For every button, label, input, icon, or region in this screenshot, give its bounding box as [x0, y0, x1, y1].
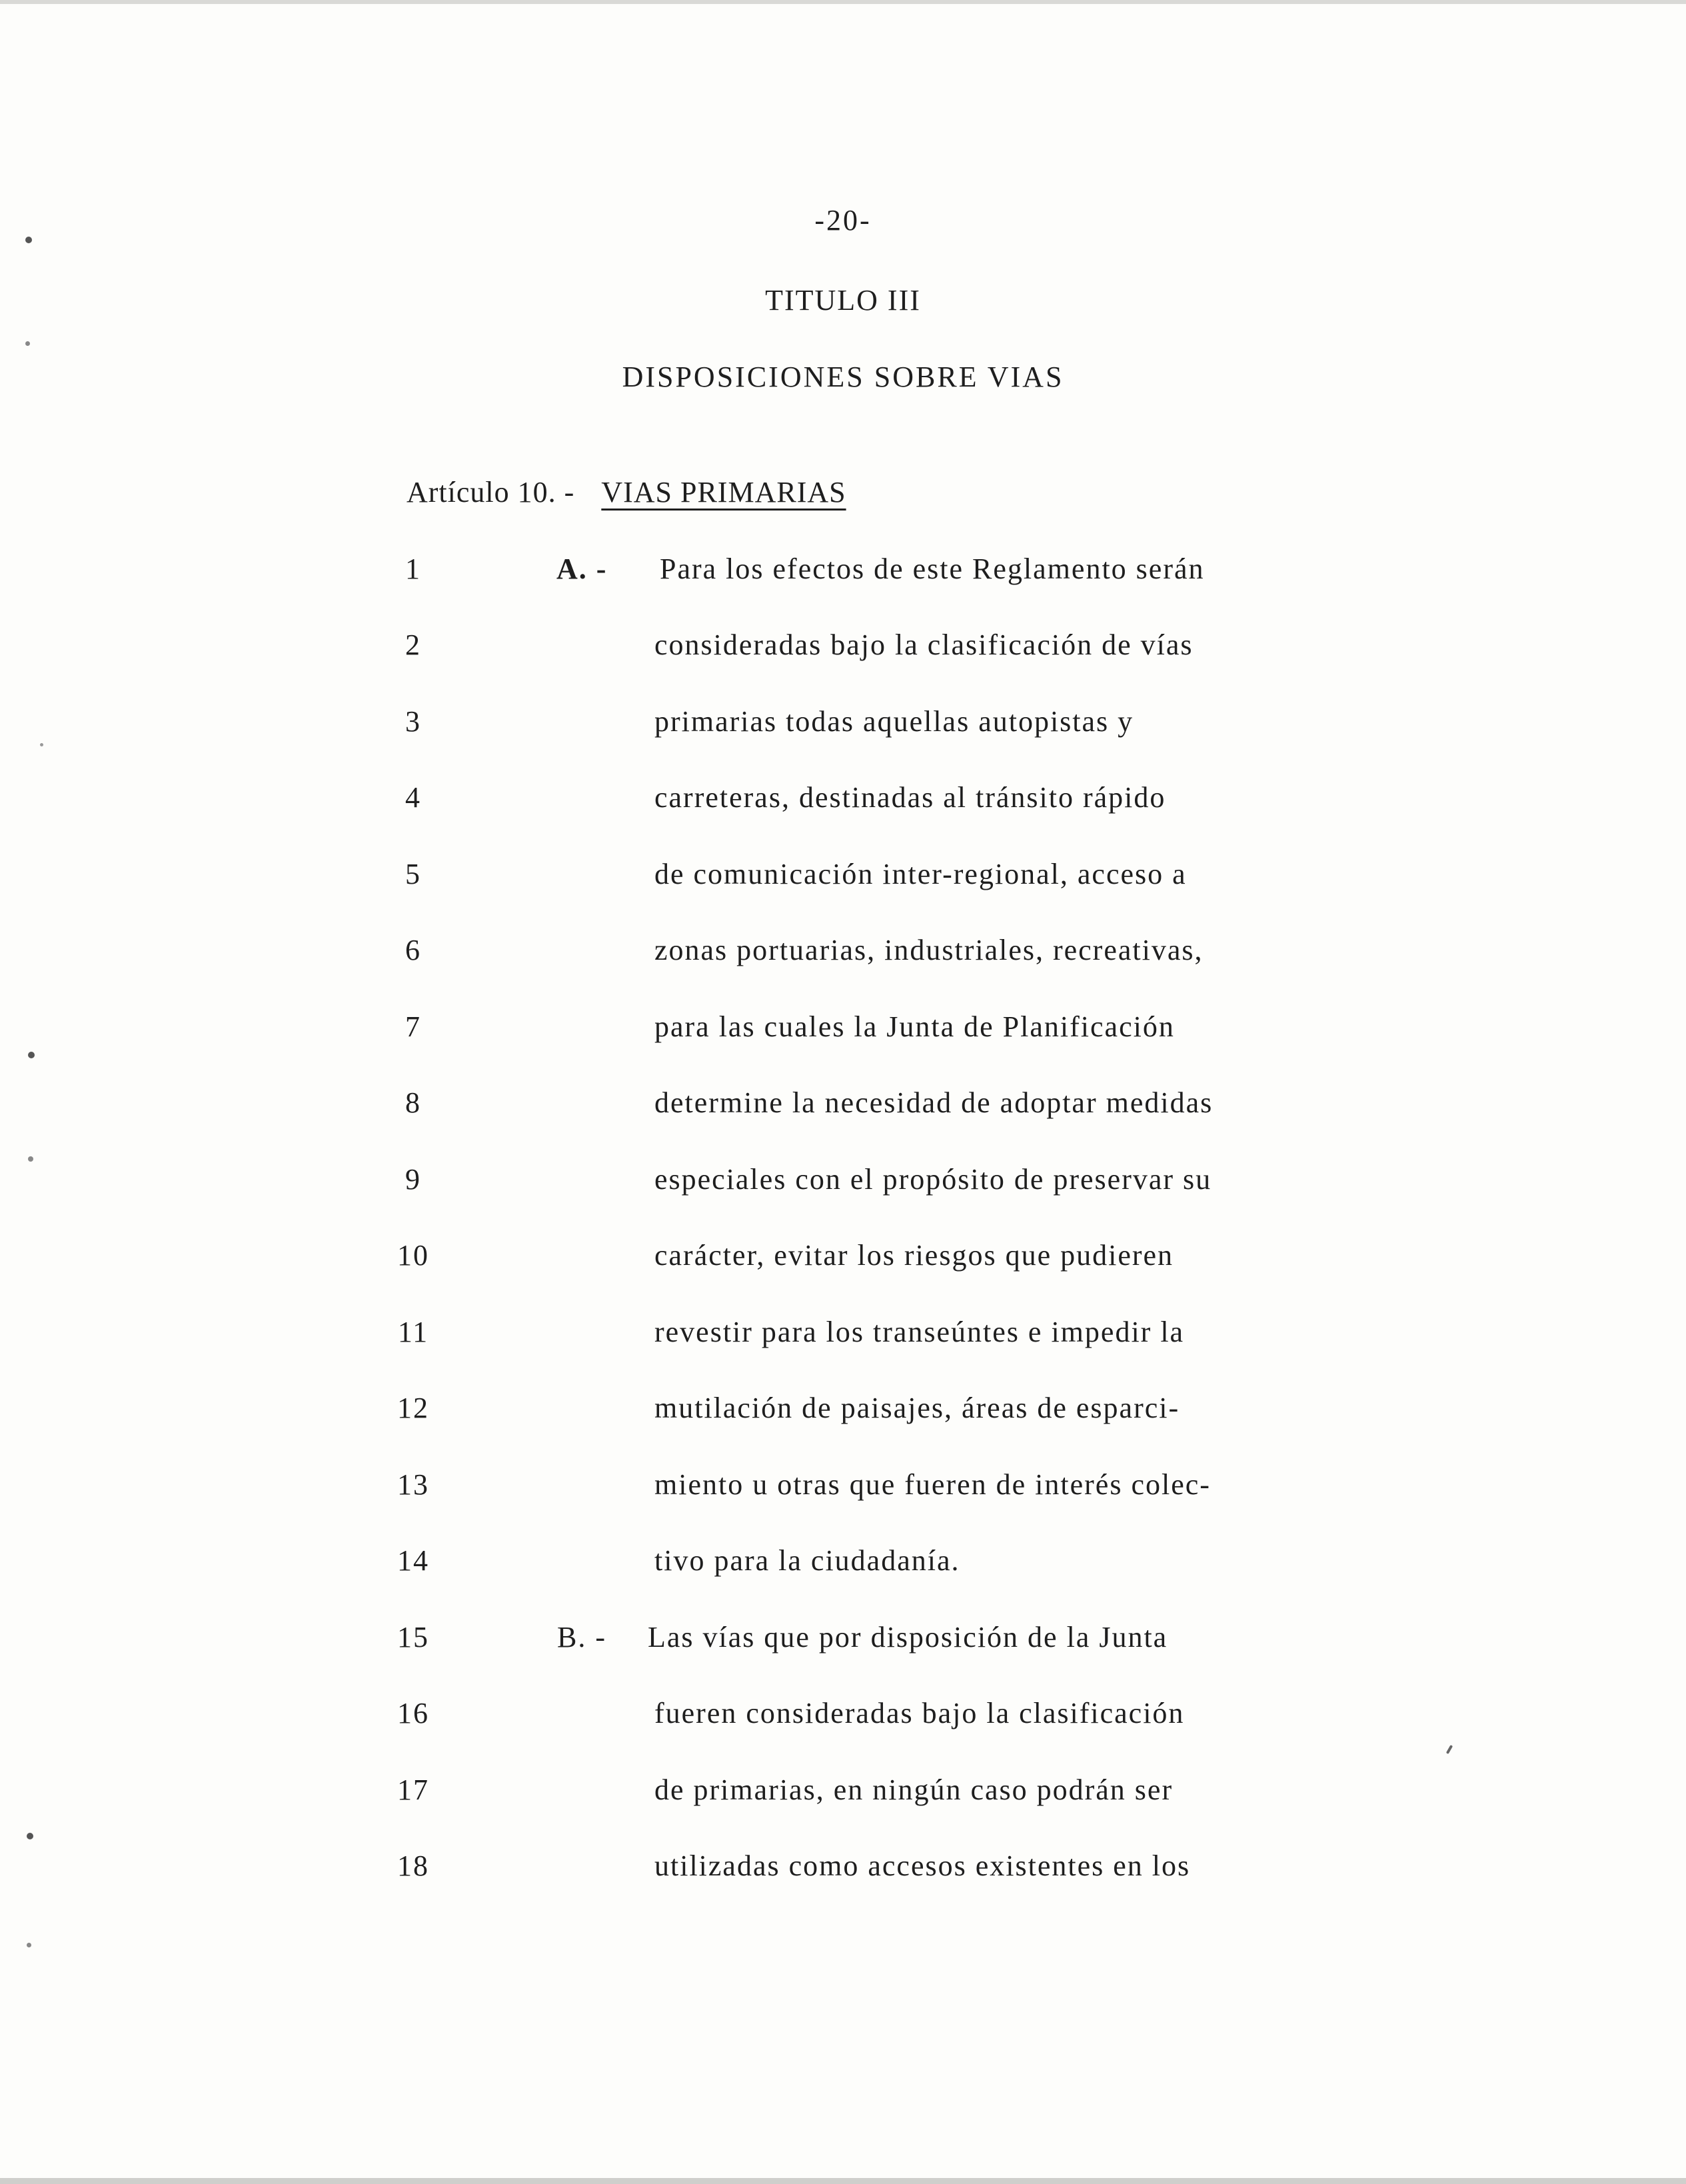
- text-line: [0, 552, 1686, 592]
- text-line: [0, 1315, 1686, 1355]
- line-number: 16: [397, 1697, 429, 1729]
- section-marker-b: B. -: [557, 1621, 606, 1653]
- text-line: [0, 1849, 1686, 1889]
- line-text: para las cuales la Junta de Planificación: [654, 1010, 1175, 1043]
- scan-speck: [40, 743, 43, 746]
- scan-bottom-edge: [0, 2178, 1686, 2184]
- line-text: primarias todas aquellas autopistas y: [654, 705, 1134, 738]
- text-line: [0, 628, 1686, 668]
- text-line: [0, 1544, 1686, 1584]
- line-number: 7: [405, 1010, 421, 1043]
- text-line: [0, 1773, 1686, 1813]
- text-line: [0, 780, 1686, 820]
- scan-speck: [25, 341, 30, 346]
- text-line: [0, 1620, 1686, 1660]
- line-number: 15: [397, 1621, 429, 1653]
- scan-speck: [27, 1833, 33, 1839]
- section-marker-a: A. -: [556, 552, 608, 585]
- line-number: 18: [397, 1849, 429, 1882]
- line-text: determine la necesidad de adoptar medidas: [654, 1086, 1214, 1119]
- line-number: 1: [405, 552, 421, 585]
- text-line: [0, 1238, 1686, 1278]
- scan-speck: [27, 1943, 31, 1947]
- line-number: 8: [405, 1086, 421, 1119]
- line-text: carácter, evitar los riesgos que pudieren: [654, 1239, 1174, 1272]
- line-text: fueren consideradas bajo la clasificación: [654, 1697, 1185, 1729]
- text-line: [0, 857, 1686, 897]
- line-number: 3: [405, 705, 421, 738]
- text-line: [0, 1010, 1686, 1050]
- line-text: miento u otras que fueren de interés colec-: [654, 1468, 1211, 1501]
- title: TITULO III: [765, 284, 921, 317]
- line-number: 17: [397, 1773, 429, 1806]
- scan-speck: [25, 237, 32, 243]
- text-line: [0, 933, 1686, 973]
- line-text: tivo para la ciudadanía.: [654, 1544, 960, 1577]
- line-number: 14: [397, 1544, 429, 1577]
- scan-speck: [28, 1156, 33, 1162]
- article-line: [407, 475, 846, 509]
- line-text: de primarias, en ningún caso podrán ser: [654, 1773, 1174, 1806]
- article-label: Artículo 10. -: [407, 476, 575, 509]
- line-number: 4: [405, 781, 421, 814]
- line-text: Las vías que por disposición de la Junta: [648, 1621, 1168, 1653]
- line-number: 6: [405, 934, 421, 966]
- line-text: carreteras, destinadas al tránsito rápido: [654, 781, 1166, 814]
- text-line: [0, 1468, 1686, 1508]
- line-text: revestir para los transeúntes e impedir la: [654, 1316, 1185, 1348]
- line-number: 5: [405, 858, 421, 890]
- line-number: 12: [397, 1392, 429, 1424]
- line-number: 2: [405, 628, 421, 661]
- page-number: -20-: [814, 204, 872, 237]
- text-line: [0, 1391, 1686, 1431]
- scan-speck: [1446, 1745, 1453, 1754]
- line-text: mutilación de paisajes, áreas de esparci-: [654, 1392, 1180, 1424]
- line-text: especiales con el propósito de preservar su: [654, 1163, 1212, 1196]
- scan-top-edge: [0, 0, 1686, 4]
- line-text: Para los efectos de este Reglamento serán: [660, 552, 1205, 585]
- line-number: 9: [405, 1163, 421, 1196]
- text-line: [0, 704, 1686, 744]
- text-line: [0, 1696, 1686, 1736]
- line-text: utilizadas como accesos existentes en los: [654, 1849, 1191, 1882]
- line-number: 10: [397, 1239, 429, 1272]
- scan-speck: [28, 1052, 35, 1058]
- text-line: [0, 1086, 1686, 1126]
- article-heading: VIAS PRIMARIAS: [601, 476, 846, 509]
- line-text: zonas portuarias, industriales, recreativas,: [654, 934, 1204, 966]
- line-text: consideradas bajo la clasificación de vías: [654, 628, 1194, 661]
- subtitle: DISPOSICIONES SOBRE VIAS: [622, 361, 1064, 393]
- line-number: 13: [397, 1468, 429, 1501]
- text-line: [0, 1162, 1686, 1202]
- line-number: 11: [397, 1316, 429, 1348]
- line-text: de comunicación inter-regional, acceso a: [654, 858, 1187, 890]
